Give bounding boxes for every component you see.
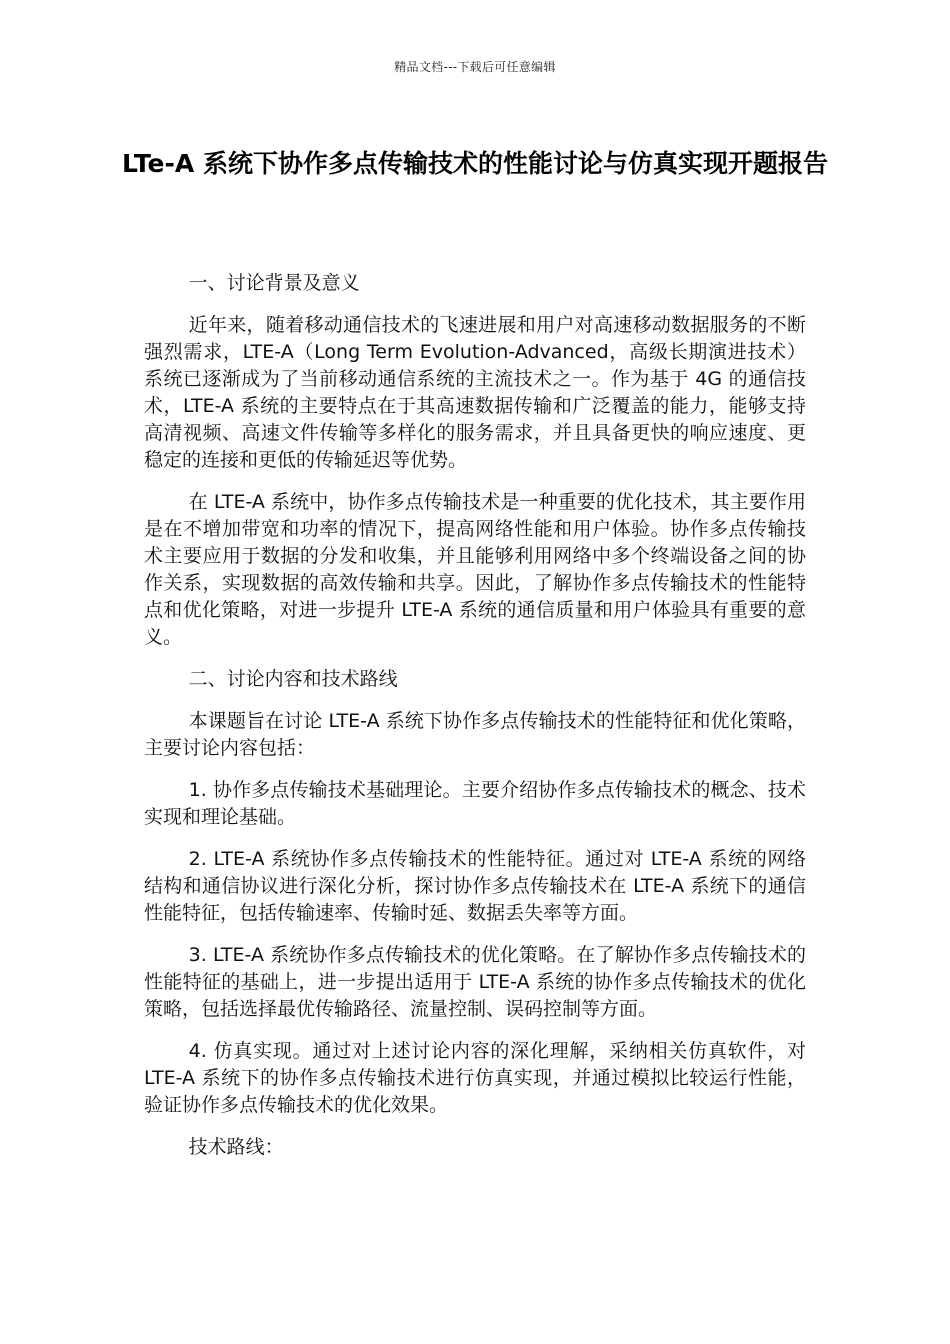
section-heading-background: 一、讨论背景及意义 xyxy=(188,272,360,294)
document-body xyxy=(144,270,806,1176)
list-item-2: 2. LTE-A 系统协作多点传输技术的性能特征。通过对 LTE-A 系统的网络结构和通信协议进行深化分析，探讨协作多点传输技术在 LTE-A 系统下的通信性能特征，包括传输速率、传输时延、数据丢失率等方面。 xyxy=(144,848,806,924)
document-title: LTe-A 系统下协作多点传输技术的性能讨论与仿真实现开题报告 xyxy=(122,149,828,178)
header-note: 精品文档---下载后可任意编辑 xyxy=(394,60,556,74)
list-item-3: 3. LTE-A 系统协作多点传输技术的优化策略。在了解协作多点传输技术的性能特征的基础上，进一步提出适用于 LTE-A 系统的协作多点传输技术的优化策略，包括选择最优传输路径、流量控制、误码控制等方面。 xyxy=(144,944,806,1020)
list-item-1: 1. 协作多点传输技术基础理论。主要介绍协作多点传输技术的概念、技术实现和理论基础。 xyxy=(144,779,806,828)
technical-route-label: 技术路线： xyxy=(188,1136,284,1158)
list-item-4: 4. 仿真实现。通过对上述讨论内容的深化理解，采纳相关仿真软件，对 LTE-A 系统下的协作多点传输技术进行仿真实现，并通过模拟比较运行性能，验证协作多点传输技术的优化效果。 xyxy=(144,1040,806,1116)
paragraph-background-1: 近年来，随着移动通信技术的飞速进展和用户对高速移动数据服务的不断强烈需求，LTE-A（Long Term Evolution-Advanced，高级长期演进技术）系统已逐渐成为了当前移动通信系统的主流技术之一。作为基于 4G 的通信技术，LTE-A 系统的主要特点在于其高速数据传输和广泛覆盖的能力，能够支持高清视频、高速文件传输等多样化的服务需求，并且具备更快的响应速度、更稳定的连接和更低的传输延迟等优势。 xyxy=(144,314,806,471)
section-heading-content: 二、讨论内容和技术路线 xyxy=(188,668,398,690)
paragraph-background-2: 在 LTE-A 系统中，协作多点传输技术是一种重要的优化技术，其主要作用是在不增加带宽和功率的情况下，提高网络性能和用户体验。协作多点传输技术主要应用于数据的分发和收集，并且能够利用网络中多个终端设备之间的协作关系，实现数据的高效传输和共享。因此，了解协作多点传输技术的性能特点和优化策略，对进一步提升 LTE-A 系统的通信质量和用户体验具有重要的意义。 xyxy=(144,491,806,648)
paragraph-content-intro: 本课题旨在讨论 LTE-A 系统下协作多点传输技术的性能特征和优化策略，主要讨论内容包括： xyxy=(144,710,806,759)
